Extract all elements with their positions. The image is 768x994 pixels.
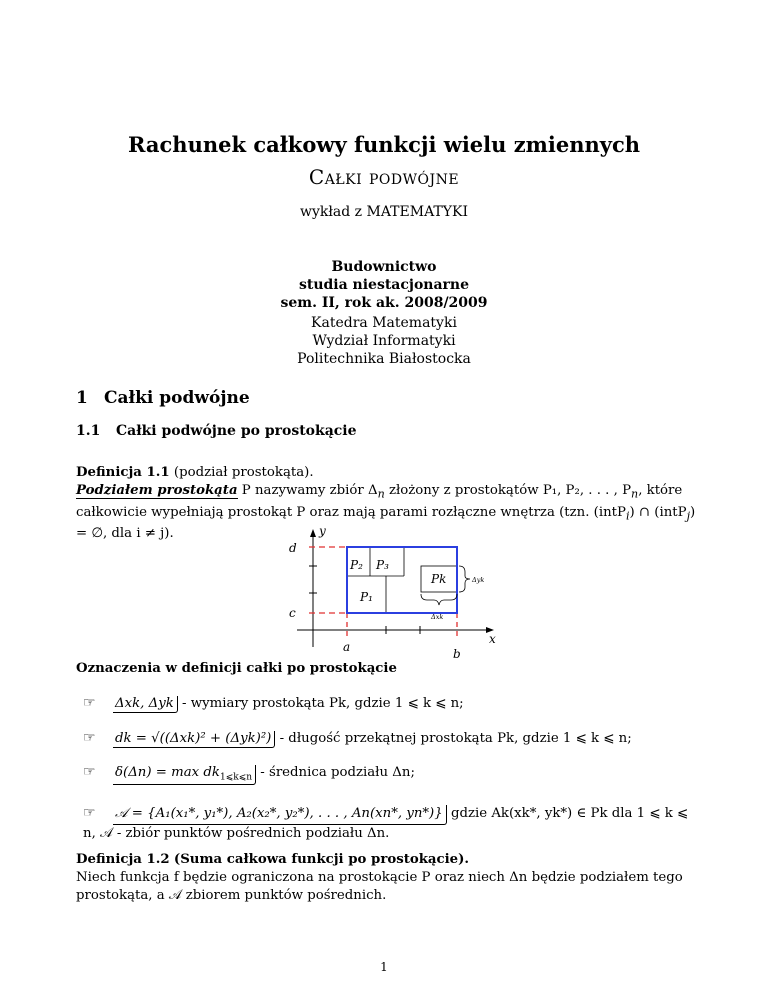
section-title: Całki podwójne — [104, 388, 250, 408]
definition-1-1: Definicja 1.1 (podział prostokąta). Podziałem prostokąta P nazywamy zbiór $\Delta_n$ złożony z prostokątów P₁, P₂, . . . , $P_n$, które całkowicie wypełniają prostokąt P oraz mają parami rozłączne wnętrza (tzn. (intP$_i$) ∩ (intP$_j$) = ∅, dla i ≠ j). — [76, 465, 696, 542]
dy-label: Δyk — [472, 576, 485, 584]
pointing-hand-icon: ☞ — [83, 764, 96, 780]
dx-label: Δxk — [431, 613, 444, 621]
defined-term: Podziałem prostokąta — [76, 483, 238, 498]
notation-text: - wymiary prostokąta Pk, gdzie 1 ⩽ k ⩽ n; — [177, 696, 464, 711]
notation-heading: Oznaczenia w definicji całki po prostokącie — [76, 661, 397, 676]
pointing-hand-icon: ☞ — [83, 805, 96, 821]
p2-label: P₂ — [350, 558, 363, 572]
definition-text: Niech funkcja f będzie ograniczona na prostokącie P oraz niech Δn będzie podziałem tego prostokąta, a 𝒜 zbiorem punktów pośrednich. — [76, 870, 683, 903]
notation-math-box — [113, 765, 256, 785]
definition-text: złożony z prostokątów P₁, P₂, . . . , P — [384, 483, 632, 498]
definition-label: Definicja 1.1 — [76, 465, 170, 480]
p3-label: P₃ — [376, 558, 389, 572]
notation-math: Δxk, Δyk — [113, 696, 178, 713]
definition-1-2 — [76, 851, 696, 905]
document-subtitle: Całki podwójne — [308, 165, 460, 189]
notation-math: δ(Δn) = max dk — [115, 765, 220, 780]
definition-text: ) = ∅, dla i ≠ j). — [76, 504, 696, 542]
notation-item — [83, 764, 415, 785]
definition-note: (Suma całkowa funkcji po prostokącie). — [173, 852, 470, 867]
definition-text: P nazywamy zbiór Δ — [237, 483, 378, 498]
notation-subscript: 1⩽k⩽n — [219, 772, 253, 783]
p1-label: P₁ — [360, 590, 373, 604]
subsection-number: 1.1 — [76, 423, 101, 439]
page-number: 1 — [380, 960, 388, 974]
section-number: 1 — [76, 388, 88, 408]
notation-text: gdzie Ak(xk*, yk*) ∈ Pk dla 1 ⩽ k ⩽ n, 𝒜 - zbiór punktów pośrednich podziału Δn. — [83, 806, 689, 841]
affiliation-line: Politechnika Białostocka — [297, 351, 471, 367]
d-label: d — [289, 541, 297, 555]
y-axis-arrow — [310, 529, 316, 537]
affiliation-line: Katedra Matematyki — [311, 315, 457, 331]
dy-brace — [459, 566, 470, 592]
y-axis-label: y — [319, 524, 326, 538]
document-title: Rachunek całkowy funkcji wielu zmiennych — [127, 132, 641, 157]
b-label: b — [453, 647, 461, 661]
subsection-title: Całki podwójne po prostokącie — [116, 423, 357, 439]
program-line: studia niestacjonarne — [298, 277, 470, 293]
definition-label: Definicja 1.2 — [76, 852, 170, 867]
notation-math: dk = √((Δxk)² + (Δyk)²) — [113, 731, 275, 748]
program-line: Budownictwo — [331, 259, 437, 275]
notation-text: - długość przekątnej prostokąta Pk, gdzie 1 ⩽ k ⩽ n; — [275, 731, 632, 746]
notation-item — [83, 730, 632, 748]
a-label: a — [343, 640, 351, 654]
affiliation-line: Wydział Informatyki — [312, 333, 456, 349]
x-axis-label: x — [489, 632, 496, 646]
pointing-hand-icon: ☞ — [83, 730, 96, 746]
definition-text: ) ∩ (intP — [629, 504, 687, 520]
pointing-hand-icon: ☞ — [83, 695, 96, 711]
program-line: sem. II, rok ak. 2008/2009 — [280, 295, 488, 311]
dx-brace — [421, 594, 457, 605]
notation-math: 𝒜 = {A₁(x₁*, y₁*), A₂(x₂*, y₂*), . . . , An(xn*, yn*)} — [113, 805, 447, 825]
notation-item — [83, 695, 464, 713]
c-label: c — [289, 606, 296, 620]
notation-item — [83, 804, 703, 843]
notation-text: - średnica podziału Δn; — [256, 765, 415, 780]
lecture-line: wykład z MATEMATYKI — [300, 204, 468, 220]
definition-note: (podział prostokąta). — [173, 465, 314, 480]
definition-text: , które całkowicie wypełniają prostokąt P oraz mają parami rozłączne wnętrza (tzn. (intP — [76, 483, 683, 520]
pk-label: Pk — [431, 572, 447, 586]
